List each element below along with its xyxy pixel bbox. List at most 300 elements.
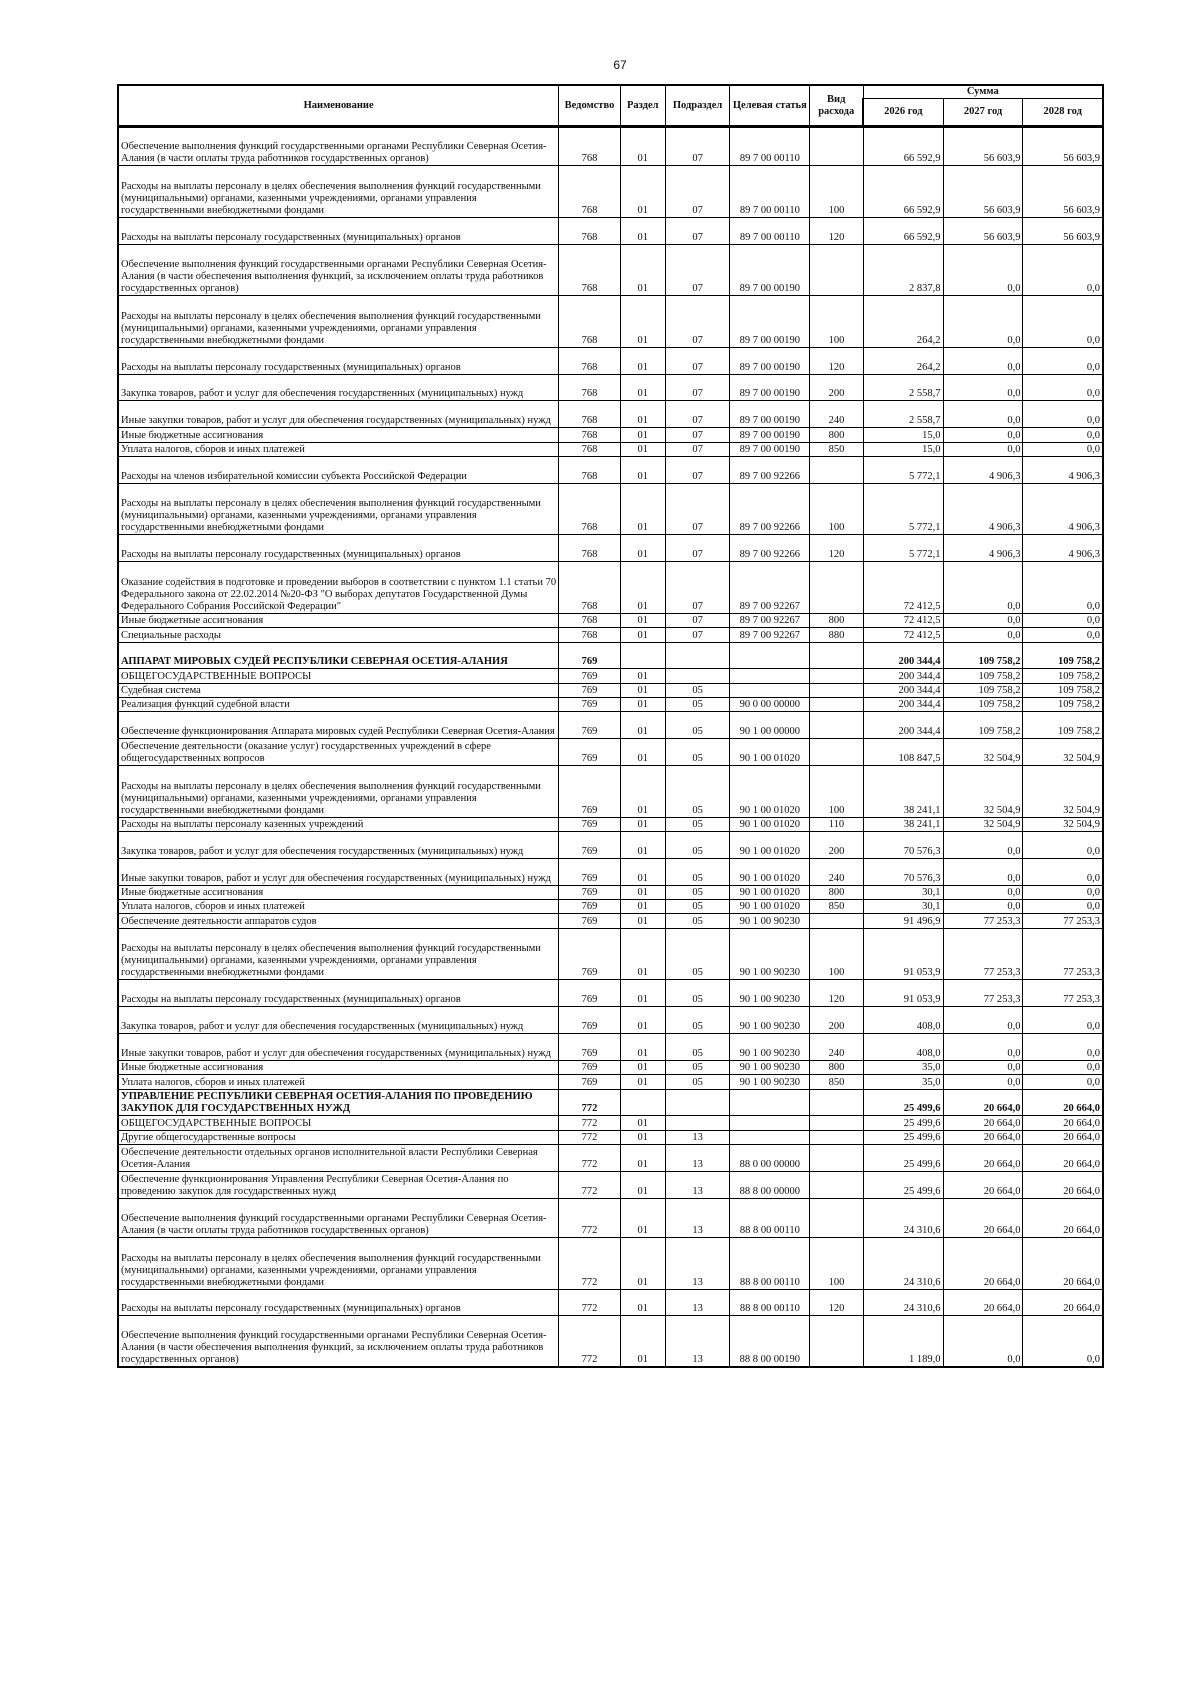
- table-row: [118, 1130, 1103, 1144]
- row-sum-2026: 66 592,9: [863, 127, 943, 166]
- row-sum-2027: 0,0: [943, 401, 1023, 428]
- row-vedomstvo: 768: [559, 296, 620, 348]
- row-celevaya-statya: 88 8 00 00000: [730, 1171, 810, 1198]
- row-sum-2028: 4 906,3: [1023, 456, 1103, 483]
- table-row: [118, 739, 1103, 766]
- row-vedomstvo: 768: [559, 166, 620, 218]
- row-razdel: 01: [620, 217, 665, 244]
- row-name: Уплата налогов, сборов и иных платежей: [118, 900, 559, 914]
- row-vid-rashoda: [810, 1145, 863, 1172]
- row-razdel: 01: [620, 296, 665, 348]
- row-sum-2028: 0,0: [1023, 347, 1103, 374]
- row-vedomstvo: 772: [559, 1171, 620, 1198]
- table-row: [118, 885, 1103, 899]
- row-name: Иные бюджетные ассигнования: [118, 428, 559, 442]
- row-vedomstvo: 769: [559, 683, 620, 697]
- row-vedomstvo: 772: [559, 1198, 620, 1237]
- row-name: Другие общегосударственные вопросы: [118, 1130, 559, 1144]
- table-row: [118, 1089, 1103, 1116]
- row-sum-2028: 0,0: [1023, 1007, 1103, 1034]
- row-sum-2028: 77 253,3: [1023, 914, 1103, 928]
- row-vedomstvo: 772: [559, 1116, 620, 1130]
- row-vid-rashoda: 800: [810, 1060, 863, 1074]
- row-vedomstvo: 768: [559, 401, 620, 428]
- row-podrazdel: [665, 1116, 730, 1130]
- row-sum-2027: 56 603,9: [943, 166, 1023, 218]
- row-name: Обеспечение функционирования Аппарата мировых судей Республики Северная Осетия-Алания: [118, 712, 559, 739]
- row-sum-2026: 70 576,3: [863, 832, 943, 859]
- table-row: [118, 374, 1103, 401]
- table-row: [118, 1145, 1103, 1172]
- col-header-2026: 2026 год: [863, 99, 943, 127]
- row-razdel: 01: [620, 683, 665, 697]
- budget-table: [117, 84, 1104, 1368]
- row-sum-2028: 32 504,9: [1023, 817, 1103, 831]
- row-sum-2027: 0,0: [943, 296, 1023, 348]
- row-razdel: 01: [620, 712, 665, 739]
- row-sum-2026: 72 412,5: [863, 628, 943, 642]
- row-razdel: 01: [620, 1198, 665, 1237]
- table-row: [118, 1116, 1103, 1130]
- row-vid-rashoda: 120: [810, 980, 863, 1007]
- row-razdel: 01: [620, 1145, 665, 1172]
- row-podrazdel: 05: [665, 1075, 730, 1089]
- row-sum-2026: 66 592,9: [863, 217, 943, 244]
- row-sum-2027: 77 253,3: [943, 928, 1023, 980]
- row-name: Иные бюджетные ассигнования: [118, 885, 559, 899]
- row-sum-2028: 56 603,9: [1023, 217, 1103, 244]
- row-sum-2028: 0,0: [1023, 885, 1103, 899]
- col-header-razdel: Раздел: [620, 85, 665, 127]
- row-sum-2028: 0,0: [1023, 374, 1103, 401]
- col-header-podrazdel: Подраздел: [665, 85, 730, 127]
- row-podrazdel: 07: [665, 428, 730, 442]
- row-podrazdel: 05: [665, 980, 730, 1007]
- row-sum-2026: 70 576,3: [863, 858, 943, 885]
- row-sum-2027: 4 906,3: [943, 483, 1023, 535]
- row-vid-rashoda: 850: [810, 900, 863, 914]
- row-sum-2026: 25 499,6: [863, 1130, 943, 1144]
- row-razdel: 01: [620, 166, 665, 218]
- row-podrazdel: 13: [665, 1198, 730, 1237]
- row-sum-2028: 0,0: [1023, 832, 1103, 859]
- row-vedomstvo: 768: [559, 127, 620, 166]
- row-vid-rashoda: 800: [810, 613, 863, 627]
- row-vedomstvo: 769: [559, 1007, 620, 1034]
- row-sum-2027: 4 906,3: [943, 535, 1023, 562]
- row-razdel: 01: [620, 1116, 665, 1130]
- row-podrazdel: 07: [665, 628, 730, 642]
- row-sum-2026: 264,2: [863, 347, 943, 374]
- table-row: [118, 712, 1103, 739]
- row-vedomstvo: 769: [559, 858, 620, 885]
- row-vid-rashoda: [810, 456, 863, 483]
- row-sum-2026: 2 558,7: [863, 401, 943, 428]
- row-vedomstvo: 768: [559, 628, 620, 642]
- row-sum-2027: 20 664,0: [943, 1289, 1023, 1316]
- row-celevaya-statya: 90 1 00 90230: [730, 1060, 810, 1074]
- row-vedomstvo: 769: [559, 900, 620, 914]
- row-celevaya-statya: 88 8 00 00190: [730, 1316, 810, 1368]
- row-name: Обеспечение деятельности (оказание услуг) государственных учреждений в сфере общегосударственных вопросов: [118, 739, 559, 766]
- row-sum-2027: 109 758,2: [943, 642, 1023, 669]
- row-name: Иные закупки товаров, работ и услуг для обеспечения государственных (муниципальных) нужд: [118, 858, 559, 885]
- row-sum-2027: 0,0: [943, 832, 1023, 859]
- row-razdel: 01: [620, 928, 665, 980]
- row-podrazdel: 07: [665, 374, 730, 401]
- row-razdel: 01: [620, 562, 665, 614]
- row-sum-2026: 15,0: [863, 442, 943, 456]
- row-podrazdel: 05: [665, 1034, 730, 1061]
- row-sum-2027: 0,0: [943, 442, 1023, 456]
- row-sum-2026: 108 847,5: [863, 739, 943, 766]
- col-header-celevaya-statya: Целевая статья: [730, 85, 810, 127]
- row-name: Уплата налогов, сборов и иных платежей: [118, 442, 559, 456]
- col-header-vid-rashoda: Вид расхода: [810, 85, 863, 127]
- row-celevaya-statya: 90 1 00 01020: [730, 817, 810, 831]
- row-vid-rashoda: 100: [810, 296, 863, 348]
- row-razdel: 01: [620, 1007, 665, 1034]
- table-row: [118, 628, 1103, 642]
- row-sum-2026: 25 499,6: [863, 1089, 943, 1116]
- row-sum-2028: 77 253,3: [1023, 928, 1103, 980]
- row-celevaya-statya: 90 1 00 90230: [730, 928, 810, 980]
- row-vid-rashoda: 100: [810, 928, 863, 980]
- row-celevaya-statya: 89 7 00 00110: [730, 127, 810, 166]
- row-sum-2027: 0,0: [943, 244, 1023, 296]
- row-name: Закупка товаров, работ и услуг для обеспечения государственных (муниципальных) нужд: [118, 1007, 559, 1034]
- table-row: [118, 483, 1103, 535]
- row-sum-2027: 77 253,3: [943, 914, 1023, 928]
- row-sum-2027: 0,0: [943, 1007, 1023, 1034]
- row-sum-2027: 0,0: [943, 428, 1023, 442]
- col-header-summa: Сумма: [863, 85, 1103, 99]
- row-celevaya-statya: 89 7 00 00190: [730, 296, 810, 348]
- row-vid-rashoda: [810, 127, 863, 166]
- row-razdel: 01: [620, 885, 665, 899]
- row-sum-2027: 0,0: [943, 562, 1023, 614]
- row-razdel: 01: [620, 347, 665, 374]
- table-row: [118, 1075, 1103, 1089]
- row-vedomstvo: 769: [559, 739, 620, 766]
- row-podrazdel: 13: [665, 1171, 730, 1198]
- row-vedomstvo: 768: [559, 428, 620, 442]
- row-sum-2026: 200 344,4: [863, 683, 943, 697]
- table-row: [118, 817, 1103, 831]
- row-sum-2026: 25 499,6: [863, 1171, 943, 1198]
- row-name: Иные закупки товаров, работ и услуг для обеспечения государственных (муниципальных) нужд: [118, 401, 559, 428]
- row-sum-2027: 20 664,0: [943, 1171, 1023, 1198]
- row-name: Расходы на выплаты персоналу в целях обеспечения выполнения функций государственными (муниципальными) органами, казенными учреждениями, органами управления государственными внебюджетными фондами: [118, 296, 559, 348]
- row-vedomstvo: 768: [559, 217, 620, 244]
- row-sum-2028: 20 664,0: [1023, 1198, 1103, 1237]
- row-sum-2027: 20 664,0: [943, 1237, 1023, 1289]
- row-sum-2027: 0,0: [943, 885, 1023, 899]
- row-razdel: 01: [620, 1171, 665, 1198]
- row-sum-2028: 77 253,3: [1023, 980, 1103, 1007]
- row-celevaya-statya: 89 7 00 00190: [730, 401, 810, 428]
- row-sum-2027: 20 664,0: [943, 1198, 1023, 1237]
- row-vedomstvo: 769: [559, 642, 620, 669]
- row-vedomstvo: 768: [559, 374, 620, 401]
- row-sum-2026: 5 772,1: [863, 535, 943, 562]
- row-sum-2027: 56 603,9: [943, 217, 1023, 244]
- row-sum-2026: 24 310,6: [863, 1237, 943, 1289]
- row-vedomstvo: 769: [559, 712, 620, 739]
- row-sum-2028: 0,0: [1023, 1075, 1103, 1089]
- row-podrazdel: 05: [665, 712, 730, 739]
- row-vedomstvo: 769: [559, 832, 620, 859]
- row-sum-2026: 25 499,6: [863, 1145, 943, 1172]
- row-celevaya-statya: [730, 1130, 810, 1144]
- row-sum-2026: 38 241,1: [863, 817, 943, 831]
- table-row: [118, 244, 1103, 296]
- row-sum-2028: 32 504,9: [1023, 739, 1103, 766]
- row-vedomstvo: 772: [559, 1145, 620, 1172]
- row-name: Обеспечение функционирования Управления Республики Северная Осетия-Алания по проведению закупок для государственных нужд: [118, 1171, 559, 1198]
- row-podrazdel: 05: [665, 698, 730, 712]
- row-name: АППАРАТ МИРОВЫХ СУДЕЙ РЕСПУБЛИКИ СЕВЕРНАЯ ОСЕТИЯ-АЛАНИЯ: [118, 642, 559, 669]
- row-vedomstvo: 769: [559, 669, 620, 683]
- table-row: [118, 832, 1103, 859]
- col-header-vedomstvo: Ведомство: [559, 85, 620, 127]
- row-celevaya-statya: 89 7 00 00190: [730, 244, 810, 296]
- row-name: Расходы на выплаты персоналу государственных (муниципальных) органов: [118, 217, 559, 244]
- row-name: Обеспечение выполнения функций государственными органами Республики Северная Осетия-Алания (в части обеспечения выполнения функций, за исключением оплаты труда работников государственных органов): [118, 1316, 559, 1368]
- row-sum-2026: 91 496,9: [863, 914, 943, 928]
- row-razdel: 01: [620, 739, 665, 766]
- row-vedomstvo: 768: [559, 562, 620, 614]
- row-name: Расходы на выплаты персоналу казенных учреждений: [118, 817, 559, 831]
- row-podrazdel: 07: [665, 535, 730, 562]
- row-sum-2028: 0,0: [1023, 613, 1103, 627]
- row-name: Расходы на выплаты персоналу в целях обеспечения выполнения функций государственными (муниципальными) органами, казенными учреждениями, органами управления государственными внебюджетными фондами: [118, 928, 559, 980]
- row-razdel: 01: [620, 456, 665, 483]
- row-razdel: 01: [620, 428, 665, 442]
- row-sum-2027: 109 758,2: [943, 669, 1023, 683]
- row-podrazdel: 13: [665, 1237, 730, 1289]
- row-name: Расходы на выплаты персоналу государственных (муниципальных) органов: [118, 535, 559, 562]
- row-vedomstvo: 769: [559, 885, 620, 899]
- row-sum-2028: 109 758,2: [1023, 712, 1103, 739]
- row-celevaya-statya: 89 7 00 92266: [730, 483, 810, 535]
- row-vid-rashoda: [810, 562, 863, 614]
- row-vid-rashoda: 240: [810, 1034, 863, 1061]
- table-row: [118, 217, 1103, 244]
- row-podrazdel: 07: [665, 296, 730, 348]
- row-celevaya-statya: 88 8 00 00110: [730, 1198, 810, 1237]
- row-vedomstvo: 772: [559, 1130, 620, 1144]
- row-vedomstvo: 769: [559, 980, 620, 1007]
- row-celevaya-statya: 88 8 00 00110: [730, 1289, 810, 1316]
- row-podrazdel: 05: [665, 900, 730, 914]
- row-vid-rashoda: 110: [810, 817, 863, 831]
- row-sum-2028: 109 758,2: [1023, 669, 1103, 683]
- row-podrazdel: [665, 1089, 730, 1116]
- row-razdel: 01: [620, 1289, 665, 1316]
- row-name: Уплата налогов, сборов и иных платежей: [118, 1075, 559, 1089]
- row-sum-2026: 72 412,5: [863, 562, 943, 614]
- row-podrazdel: 05: [665, 858, 730, 885]
- row-sum-2028: 0,0: [1023, 1316, 1103, 1368]
- row-sum-2028: 4 906,3: [1023, 483, 1103, 535]
- table-row: [118, 642, 1103, 669]
- row-sum-2028: 20 664,0: [1023, 1237, 1103, 1289]
- row-razdel: 01: [620, 127, 665, 166]
- row-sum-2028: 0,0: [1023, 244, 1103, 296]
- row-sum-2027: 0,0: [943, 1060, 1023, 1074]
- row-vid-rashoda: 200: [810, 1007, 863, 1034]
- row-name: Иные закупки товаров, работ и услуг для обеспечения государственных (муниципальных) нужд: [118, 1034, 559, 1061]
- row-razdel: 01: [620, 669, 665, 683]
- row-sum-2028: 109 758,2: [1023, 642, 1103, 669]
- table-row: [118, 1316, 1103, 1368]
- row-sum-2027: 109 758,2: [943, 683, 1023, 697]
- row-sum-2028: 20 664,0: [1023, 1130, 1103, 1144]
- row-sum-2026: 1 189,0: [863, 1316, 943, 1368]
- row-vid-rashoda: 100: [810, 766, 863, 818]
- row-celevaya-statya: [730, 642, 810, 669]
- table-row: [118, 766, 1103, 818]
- row-sum-2028: 20 664,0: [1023, 1171, 1103, 1198]
- page-number: 67: [613, 58, 627, 72]
- row-podrazdel: 07: [665, 456, 730, 483]
- row-podrazdel: 07: [665, 562, 730, 614]
- row-razdel: 01: [620, 698, 665, 712]
- row-celevaya-statya: 90 1 00 01020: [730, 858, 810, 885]
- row-podrazdel: [665, 642, 730, 669]
- row-vedomstvo: 769: [559, 928, 620, 980]
- row-sum-2026: 24 310,6: [863, 1289, 943, 1316]
- row-sum-2026: 24 310,6: [863, 1198, 943, 1237]
- row-sum-2027: 0,0: [943, 374, 1023, 401]
- row-razdel: 01: [620, 374, 665, 401]
- row-name: Расходы на выплаты персоналу в целях обеспечения выполнения функций государственными (муниципальными) органами, казенными учреждениями, органами управления государственными внебюджетными фондами: [118, 1237, 559, 1289]
- row-razdel: [620, 642, 665, 669]
- row-sum-2028: 32 504,9: [1023, 766, 1103, 818]
- row-sum-2028: 56 603,9: [1023, 166, 1103, 218]
- row-vid-rashoda: 850: [810, 442, 863, 456]
- row-sum-2028: 0,0: [1023, 562, 1103, 614]
- row-sum-2027: 4 906,3: [943, 456, 1023, 483]
- row-sum-2026: 200 344,4: [863, 698, 943, 712]
- row-sum-2026: 91 053,9: [863, 928, 943, 980]
- row-sum-2027: 20 664,0: [943, 1116, 1023, 1130]
- row-podrazdel: 05: [665, 885, 730, 899]
- row-celevaya-statya: [730, 1089, 810, 1116]
- row-podrazdel: 05: [665, 832, 730, 859]
- row-sum-2028: 0,0: [1023, 628, 1103, 642]
- table-row: [118, 166, 1103, 218]
- row-sum-2028: 109 758,2: [1023, 698, 1103, 712]
- row-celevaya-statya: 90 1 00 01020: [730, 739, 810, 766]
- row-name: УПРАВЛЕНИЕ РЕСПУБЛИКИ СЕВЕРНАЯ ОСЕТИЯ-АЛАНИЯ ПО ПРОВЕДЕНИЮ ЗАКУПОК ДЛЯ ГОСУДАРСТВЕННЫХ НУЖД: [118, 1089, 559, 1116]
- row-celevaya-statya: 90 1 00 01020: [730, 832, 810, 859]
- row-name: ОБЩЕГОСУДАРСТВЕННЫЕ ВОПРОСЫ: [118, 669, 559, 683]
- row-razdel: 01: [620, 1237, 665, 1289]
- row-sum-2027: 0,0: [943, 613, 1023, 627]
- table-row: [118, 401, 1103, 428]
- row-name: Закупка товаров, работ и услуг для обеспечения государственных (муниципальных) нужд: [118, 832, 559, 859]
- row-name: Расходы на членов избирательной комиссии субъекта Российской Федерации: [118, 456, 559, 483]
- row-sum-2026: 264,2: [863, 296, 943, 348]
- row-name: Иные бюджетные ассигнования: [118, 1060, 559, 1074]
- row-sum-2028: 20 664,0: [1023, 1289, 1103, 1316]
- row-vid-rashoda: [810, 712, 863, 739]
- row-sum-2027: 20 664,0: [943, 1145, 1023, 1172]
- table-row: [118, 669, 1103, 683]
- row-razdel: 01: [620, 832, 665, 859]
- row-podrazdel: 05: [665, 1060, 730, 1074]
- row-sum-2026: 200 344,4: [863, 712, 943, 739]
- row-vid-rashoda: 850: [810, 1075, 863, 1089]
- row-vid-rashoda: 800: [810, 428, 863, 442]
- table-row: [118, 900, 1103, 914]
- table-row: [118, 535, 1103, 562]
- row-vid-rashoda: 240: [810, 401, 863, 428]
- row-podrazdel: 07: [665, 442, 730, 456]
- row-vid-rashoda: [810, 1171, 863, 1198]
- table-row: [118, 1060, 1103, 1074]
- row-vid-rashoda: 100: [810, 483, 863, 535]
- row-podrazdel: 07: [665, 127, 730, 166]
- row-sum-2028: 4 906,3: [1023, 535, 1103, 562]
- row-vid-rashoda: 120: [810, 535, 863, 562]
- row-podrazdel: 05: [665, 817, 730, 831]
- row-celevaya-statya: 90 1 00 01020: [730, 766, 810, 818]
- row-vid-rashoda: 120: [810, 347, 863, 374]
- table-row: [118, 1034, 1103, 1061]
- table-row: [118, 683, 1103, 697]
- row-name: Оказание содействия в подготовке и проведении выборов в соответствии с пунктом 1.1 статьи 70 Федерального закона от 22.02.2014 №20-ФЗ "О выборах депутатов Государственной Думы Федерального Собрания Российской Федерации": [118, 562, 559, 614]
- row-sum-2027: 109 758,2: [943, 712, 1023, 739]
- row-razdel: 01: [620, 1075, 665, 1089]
- table-row: [118, 928, 1103, 980]
- row-podrazdel: 07: [665, 613, 730, 627]
- row-sum-2028: 0,0: [1023, 428, 1103, 442]
- row-name: Специальные расходы: [118, 628, 559, 642]
- row-podrazdel: 05: [665, 928, 730, 980]
- row-sum-2027: 109 758,2: [943, 698, 1023, 712]
- row-vid-rashoda: [810, 669, 863, 683]
- row-sum-2026: 25 499,6: [863, 1116, 943, 1130]
- row-sum-2028: 0,0: [1023, 858, 1103, 885]
- row-sum-2027: 32 504,9: [943, 817, 1023, 831]
- row-celevaya-statya: [730, 1116, 810, 1130]
- row-sum-2026: 72 412,5: [863, 613, 943, 627]
- row-celevaya-statya: 90 1 00 01020: [730, 885, 810, 899]
- row-sum-2026: 2 837,8: [863, 244, 943, 296]
- row-vedomstvo: 772: [559, 1289, 620, 1316]
- row-sum-2026: 5 772,1: [863, 483, 943, 535]
- row-name: Расходы на выплаты персоналу государственных (муниципальных) органов: [118, 1289, 559, 1316]
- row-vedomstvo: 769: [559, 914, 620, 928]
- row-sum-2027: 0,0: [943, 1075, 1023, 1089]
- row-razdel: 01: [620, 535, 665, 562]
- row-razdel: 01: [620, 483, 665, 535]
- row-name: Закупка товаров, работ и услуг для обеспечения государственных (муниципальных) нужд: [118, 374, 559, 401]
- row-name: Расходы на выплаты персоналу государственных (муниципальных) органов: [118, 347, 559, 374]
- col-header-2027: 2027 год: [943, 99, 1023, 127]
- row-sum-2027: 77 253,3: [943, 980, 1023, 1007]
- row-sum-2028: 0,0: [1023, 296, 1103, 348]
- table-body: [118, 127, 1103, 1368]
- row-razdel: 01: [620, 766, 665, 818]
- row-celevaya-statya: 89 7 00 00110: [730, 166, 810, 218]
- row-name: Расходы на выплаты персоналу в целях обеспечения выполнения функций государственными (муниципальными) органами, казенными учреждениями, органами управления государственными внебюджетными фондами: [118, 483, 559, 535]
- row-sum-2028: 0,0: [1023, 900, 1103, 914]
- row-celevaya-statya: 89 7 00 92267: [730, 562, 810, 614]
